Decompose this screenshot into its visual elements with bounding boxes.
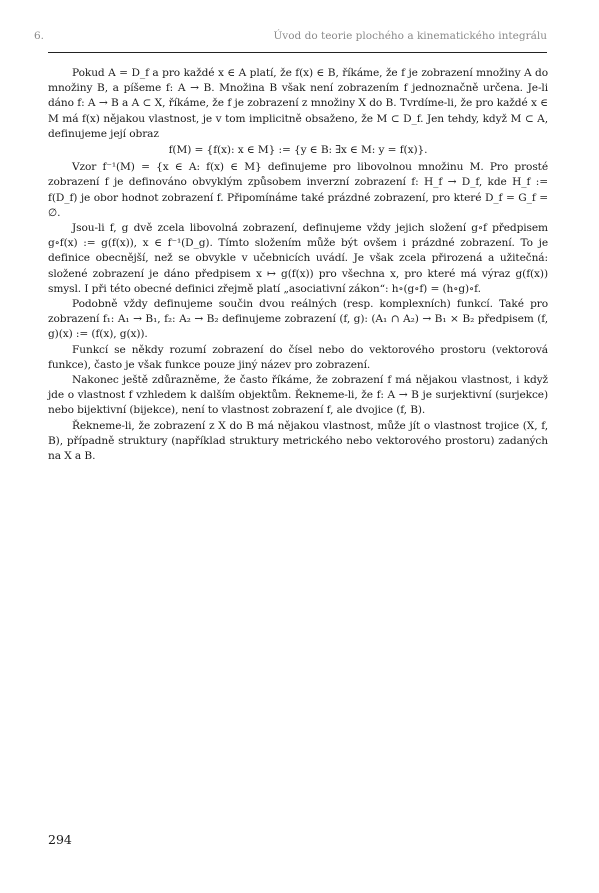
paragraph-mapping-definition: Pokud A = D_f a pro každé x ∈ A platí, že f(x) ∈ B, říkáme, že f je zobrazení množiny A do množiny B, a píšeme f: A → B. Množina B však není zobrazením f jednoznačně určena. Je-li dáno f: A → B a A ⊂ X, říkáme, že f je zobrazení z množiny X do B. Tvrdíme-li, že pro každé x ∈ M má f(x) nějakou vlastnost, je v tom implicitně obsaženo, že M ⊂ D_f. Jen tehdy, když M ⊂ A, definujeme její obraz (48, 67, 548, 140)
running-head (34, 30, 547, 44)
running-head-title: Úvod do teorie plochého a kinematického integrálu (273, 30, 547, 42)
paragraph-triple: Řekneme-li, že zobrazení z X do B má nějakou vlastnost, může jít o vlastnost trojice (X, f, B), případně struktury (například struktury metrického nebo vektorového prostoru) zadaných na X a B. (48, 419, 548, 463)
body-text (48, 66, 548, 464)
display-formula-image: f(M) = {f(x): x ∈ M} := {y ∈ B: ∃x ∈ M: y = f(x)}. (168, 144, 428, 157)
paragraph-function: Funkcí se někdy rozumí zobrazení do čísel nebo do vektorového prostoru (vektorová funkce), často je však funkce pouze jiný název pro zobrazení. (48, 343, 548, 371)
paragraph-preimage: Vzor f⁻¹(M) = {x ∈ A: f(x) ∈ M} definujeme pro libovolnou množinu M. Pro prosté zobrazení f je definováno obvyklým způsobem inverzní zobrazení f: H_f → D_f, kde H_f := f(D_f) je obor hodnot zobrazení f. Připomínáme také prázdné zobrazení, pro které D_f = G_f = ∅. (48, 161, 548, 219)
paragraph-product: Podobně vždy definujeme součin dvou reálných (resp. komplexních) funkcí. Také pro zobrazení f₁: A₁ → B₁, f₂: A₂ → B₂ definujeme zobrazení (f, g): (A₁ ∩ A₂) → B₁ × B₂ předpisem (f, g)(x) := (f(x), g(x)). (48, 298, 548, 341)
running-head-chapter: 6. (34, 30, 45, 42)
paragraph-composition: Jsou-li f, g dvě zcela libovolná zobrazení, definujeme vždy jejich složení g∘f předpisem g∘f(x) := g(f(x)), x ∈ f⁻¹(D_g). Tímto složením může být ovšem i prázdné zobrazení. To je definice obecnější, než se obvykle v učebnicích uvádí. Je však zcela přirozená a užitečná: složené zobrazení je dáno předpisem x ↦ g(f(x)) pro všechna x, pro které má výraz g(f(x)) smysl. I při této obecné definici zřejmě platí „asociativní zákon“: h∘(g∘f) = (h∘g)∘f. (48, 222, 548, 295)
header-rule (48, 52, 547, 53)
page-number: 294 (48, 832, 72, 847)
paragraph-properties: Nakonec ještě zdůrazněme, že často říkáme, že zobrazení f má nějakou vlastnost, i když jde o vlastnost f vzhledem k dalším objektům. Řekneme-li, že f: A → B je surjektivní (surjekce) nebo bijektivní (bijekce), není to vlastnost zobrazení f, ale dvojice (f, B). (48, 374, 548, 417)
